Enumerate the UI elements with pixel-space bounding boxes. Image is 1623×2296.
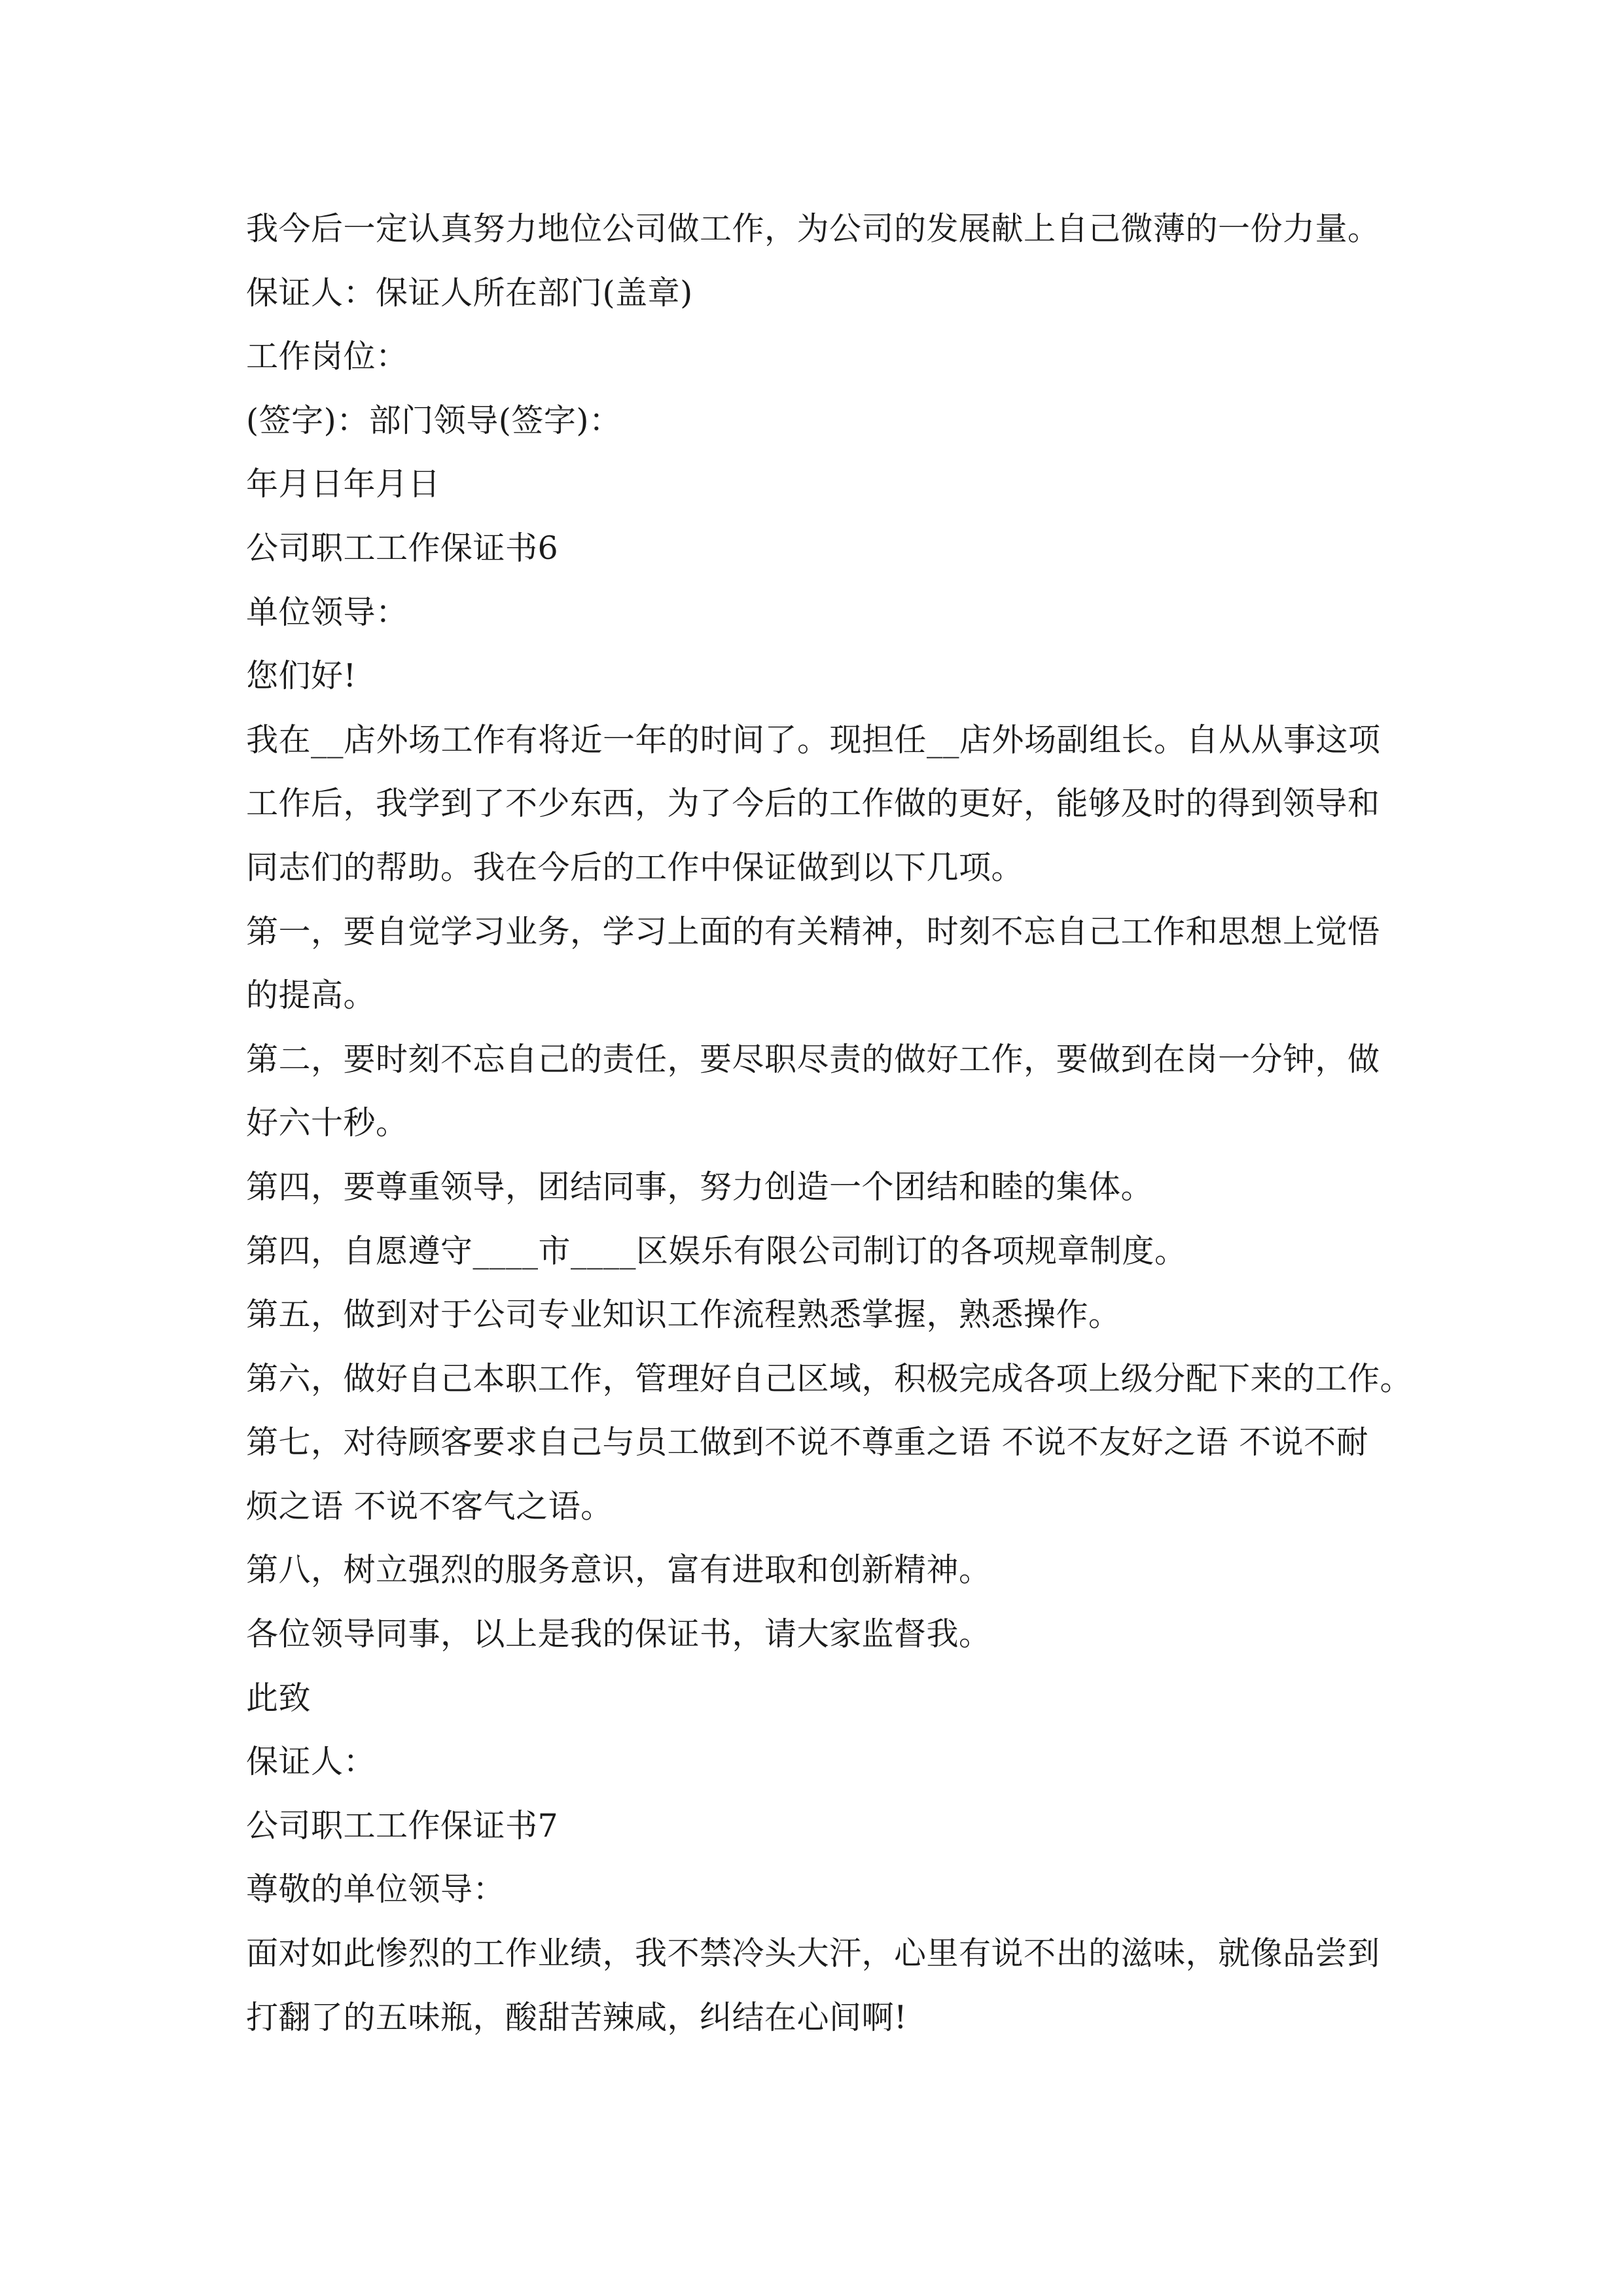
text-line: 第四，自愿遵守____市____区娱乐有限公司制订的各项规章制度。 — [246, 1232, 1187, 1270]
text-line: 年月日年月日 — [246, 465, 441, 503]
salutation: 单位领导： — [246, 593, 408, 631]
text-line: 各位领导同事，以上是我的保证书，请大家监督我。 — [246, 1615, 991, 1653]
text-line: 保证人：保证人所在部门(盖章) — [246, 274, 693, 312]
text-line: 第六，做好自己本职工作，管理好自己区域，积极完成各项上级分配下来的工作。 — [246, 1359, 1413, 1397]
document-body — [246, 197, 1413, 2049]
closing: 此致 — [246, 1679, 312, 1717]
signature-label: 保证人： — [246, 1743, 376, 1781]
text-line: 第七，对待顾客要求自己与员工做到不说不尊重之语 不说不友好之语 不说不耐 — [246, 1424, 1369, 1462]
section-title: 公司职工工作保证书7 — [246, 1806, 559, 1844]
text-line: 第二，要时刻不忘自己的责任，要尽职尽责的做好工作，要做到在岗一分钟，做 — [246, 1040, 1380, 1078]
text-line: 的提高。 — [246, 977, 376, 1014]
text-line: 面对如此惨烈的工作业绩，我不禁冷头大汗，心里有说不出的滋味，就像品尝到 — [246, 1935, 1380, 1973]
text-line: 烦之语 不说不客气之语。 — [246, 1487, 613, 1525]
text-line: 第一，要自觉学习业务，学习上面的有关精神，时刻不忘自己工作和思想上觉悟 — [246, 912, 1380, 950]
text-line: 我今后一定认真努力地位公司做工作，为公司的发展献上自己微薄的一份力量。 — [246, 210, 1380, 247]
text-line: 打翻了的五味瓶，酸甜苦辣咸，纠结在心间啊! — [246, 1998, 908, 2036]
text-line: 第八，树立强烈的服务意识，富有进取和创新精神。 — [246, 1551, 991, 1589]
text-line: 第五，做到对于公司专业知识工作流程熟悉掌握，熟悉操作。 — [246, 1296, 1121, 1334]
salutation: 尊敬的单位领导： — [246, 1871, 506, 1909]
text-line: 工作岗位： — [246, 338, 408, 376]
greeting: 您们好! — [246, 657, 357, 695]
text-line: 我在__店外场工作有将近一年的时间了。现担任__店外场副组长。自从从事这项 — [246, 721, 1381, 759]
text-line: 好六十秒。 — [246, 1104, 408, 1142]
text-line: 第四，要尊重领导，团结同事，努力创造一个团结和睦的集体。 — [246, 1168, 1154, 1206]
text-line: 工作后，我学到了不少东西，为了今后的工作做的更好，能够及时的得到领导和 — [246, 785, 1380, 823]
text-line: (签字)：部门领导(签字)： — [246, 401, 622, 439]
text-line: 同志们的帮助。我在今后的工作中保证做到以下几项。 — [246, 848, 1024, 886]
section-title: 公司职工工作保证书6 — [246, 529, 559, 567]
